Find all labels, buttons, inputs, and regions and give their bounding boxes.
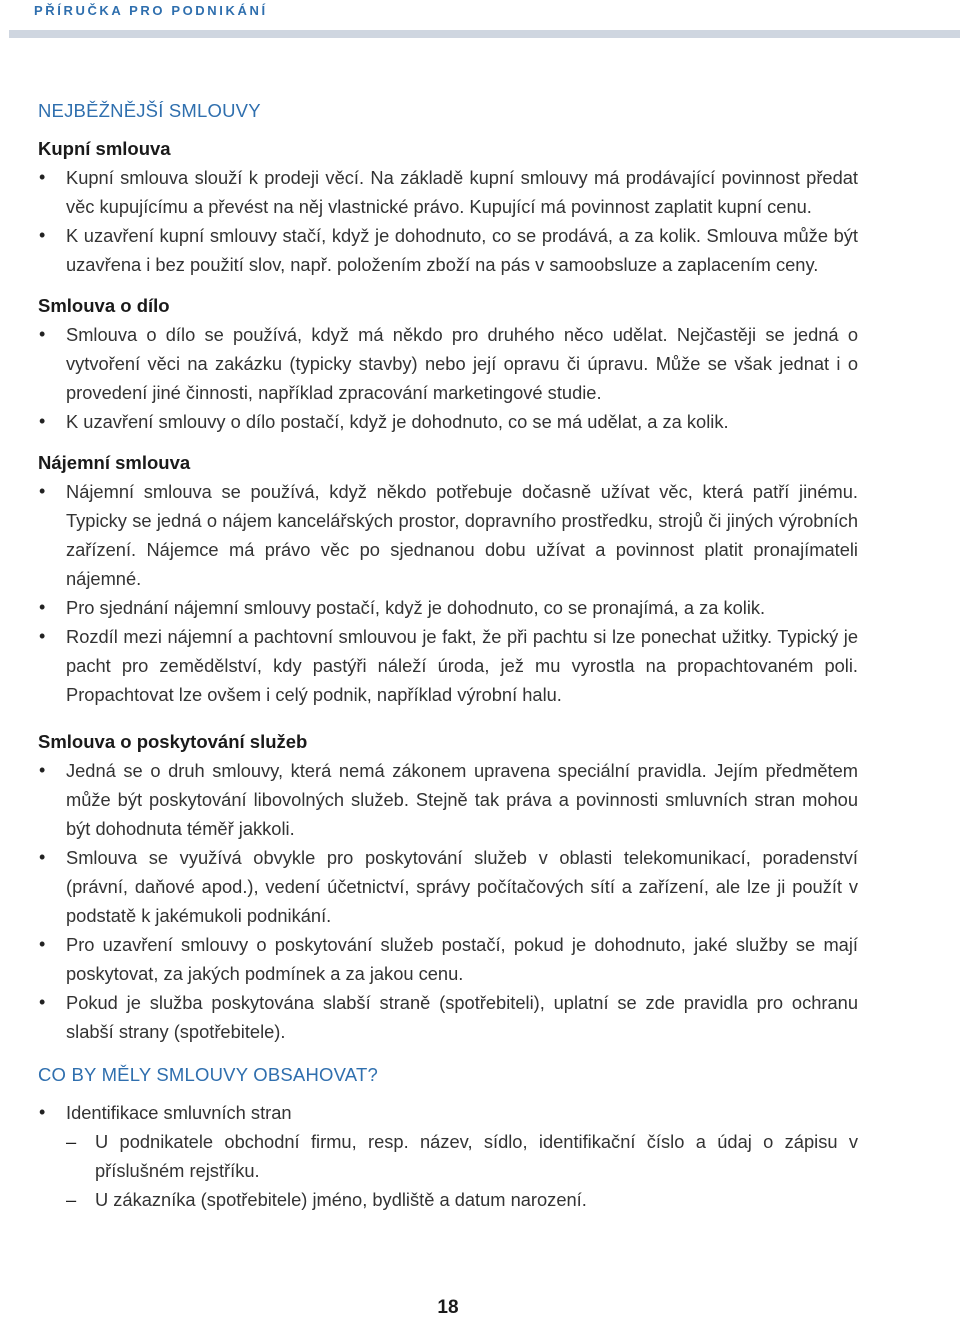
running-header: PŘÍRUČKA PRO PODNIKÁNÍ: [34, 3, 268, 18]
services-contract-list: [38, 756, 858, 1046]
contract-contents-list: [38, 1098, 858, 1127]
list-item: • Nájemní smlouva se používá, když někdo potřebuje dočasně užívat věc, která patří jinému. Typicky se jedná o nájem kancelářských prostor, dopravního prostředku, strojů či jiných výrobních zařízení. Nájemce má právo věc po sjednanou dobu užívat a povinnost platit pronajímateli nájemné.: [38, 477, 858, 593]
list-item: • Identifikace smluvních stran: [38, 1098, 858, 1127]
lease-contract-list: [38, 477, 858, 709]
sublist-item: – U podnikatele obchodní firmu, resp. název, sídlo, identifikační číslo a údaj o zápisu v příslušném rejstříku.: [38, 1127, 858, 1185]
header-rule: [9, 30, 960, 38]
subsection-title-purchase-contract: Kupní smlouva: [38, 138, 171, 159]
sublist-item: – U zákazníka (spotřebitele) jméno, bydliště a datum narození.: [38, 1185, 858, 1214]
subsection-title-work-contract: Smlouva o dílo: [38, 295, 170, 316]
list-item: • Pro uzavření smlouvy o poskytování služeb postačí, pokud je dohodnuto, jaké služby se mají poskytovat, za jakých podmínek a za jakou cenu.: [38, 930, 858, 988]
list-item: • Pro sjednání nájemní smlouvy postačí, když je dohodnuto, co se pronajímá, a za kolik.: [38, 593, 858, 622]
purchase-contract-list: [38, 163, 858, 279]
list-item: • K uzavření kupní smlouvy stačí, když je dohodnuto, co se prodává, a za kolik. Smlouva může být uzavřena i bez použití slov, např. položením zboží na pás v samoobsluze a zaplacením ceny.: [38, 221, 858, 279]
subsection-title-services-contract: Smlouva o poskytování služeb: [38, 731, 308, 752]
page-number: 18: [437, 1297, 459, 1318]
list-item: • K uzavření smlouvy o dílo postačí, když je dohodnuto, co se má udělat, a za kolik.: [38, 407, 858, 436]
page-content: [38, 100, 858, 1214]
section-title-contract-contents: CO BY MĚLY SMLOUVY OBSAHOVAT?: [38, 1064, 378, 1085]
list-item: • Smlouva se využívá obvykle pro poskytování služeb v oblasti telekomunikací, poradenství (právní, daňové apod.), vedení účetnictví, správy počítačových sítí a zařízení, ale lze ji použít v podstatě k jakémukoli podnikání.: [38, 843, 858, 930]
list-item: • Jedná se o druh smlouvy, která nemá zákonem upravena speciální pravidla. Jejím předmětem může být poskytování libovolných služeb. Stejně tak práva a povinnosti smluvních stran mohou být dohodnuta téměř jakkoli.: [38, 756, 858, 843]
subsection-title-lease-contract: Nájemní smlouva: [38, 452, 191, 473]
list-item: • Pokud je služba poskytována slabší straně (spotřebiteli), uplatní se zde pravidla pro ochranu slabší strany (spotřebitele).: [38, 988, 858, 1046]
list-item: • Smlouva o dílo se používá, když má někdo pro druhého něco udělat. Nejčastěji se jedná o vytvoření věci na zakázku (typicky stavby) nebo její opravu či úpravu. Může se však jednat i o provedení jiné činnosti, například zpracování marketingové studie.: [38, 320, 858, 407]
list-item: • Kupní smlouva slouží k prodeji věcí. Na základě kupní smlouvy má prodávající povinnost předat věc kupujícímu a převést na něj vlastnické právo. Kupující má povinnost zaplatit kupní cenu.: [38, 163, 858, 221]
work-contract-list: [38, 320, 858, 436]
list-item: • Rozdíl mezi nájemní a pachtovní smlouvou je fakt, že při pachtu si lze ponechat užitky. Typický je pacht pro zemědělství, kdy pastýři náleží úroda, jež mu vyrostla na propachtovaném poli. Propachtovat lze ovšem i celý podnik, například výrobní halu.: [38, 622, 858, 709]
contract-contents-sublist: [38, 1127, 858, 1214]
section-title-common-contracts: NEJBĚŽNĚJŠÍ SMLOUVY: [38, 100, 261, 121]
